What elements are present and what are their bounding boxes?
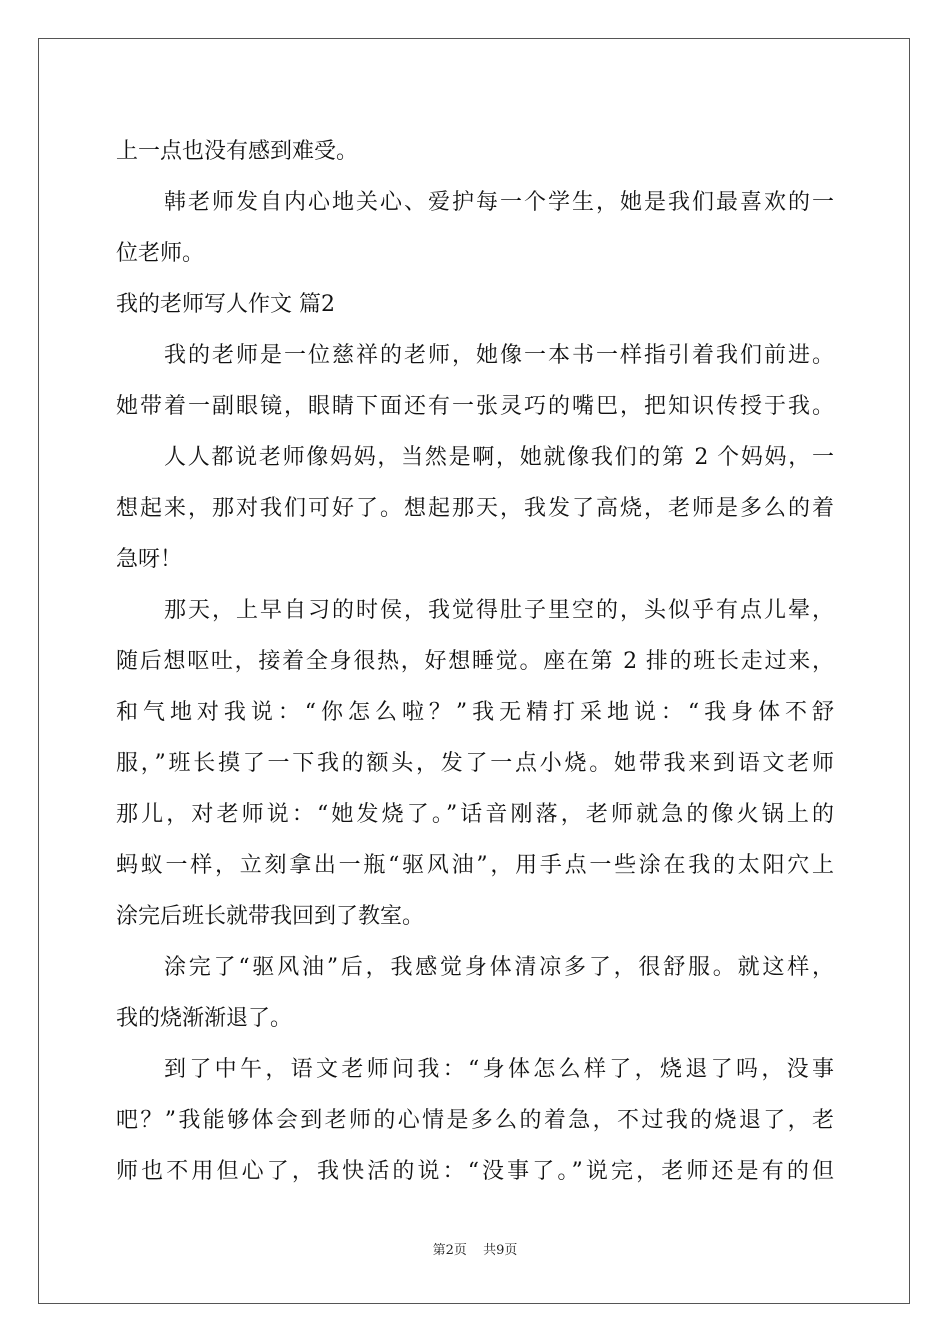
text-line: 随后想呕吐，接着全身很热，好想睡觉。座在第 2 排的班长走过来，: [116, 649, 834, 674]
text-line: 涂完后班长就带我回到了教室。: [116, 904, 425, 929]
page-total: 共9页: [483, 1243, 518, 1258]
text-line: 急呀！: [116, 547, 183, 572]
text-line: 想起来，那对我们可好了。想起那天，我发了高烧，老师是多么的着: [116, 496, 834, 521]
text-line: 吧？”我能够体会到老师的心情是多么的着急，不过我的烧退了，老: [116, 1108, 834, 1133]
text-line: 那儿，对老师说：“她发烧了。”话音刚落，老师就急的像火锅上的: [116, 802, 834, 827]
text-line: 上一点也没有感到难受。: [116, 139, 359, 164]
text-line: 我的烧渐渐退了。: [116, 1006, 293, 1031]
page-number: 第2页: [432, 1243, 467, 1258]
text-line: 位老师。: [116, 241, 205, 266]
text-line: 她带着一副眼镜，眼睛下面还有一张灵巧的嘴巴，把知识传授于我。: [116, 394, 834, 419]
text-line: 蚂蚁一样，立刻拿出一瓶“驱风油”，用手点一些涂在我的太阳穴上: [116, 853, 834, 878]
text-line: 那天，上早自习的时侯，我觉得肚子里空的，头似乎有点儿晕，: [164, 598, 834, 623]
section-heading: 我的老师写人作文 篇2: [116, 292, 335, 317]
page-footer: [0, 1241, 950, 1261]
text-line: 韩老师发自内心地关心、爱护每一个学生，她是我们最喜欢的一: [164, 190, 834, 215]
text-line: 涂完了“驱风油”后，我感觉身体清凉多了，很舒服。就这样，: [164, 955, 834, 980]
text-line: 我的老师是一位慈祥的老师，她像一本书一样指引着我们前进。: [164, 343, 834, 368]
text-line: 服，”班长摸了一下我的额头，发了一点小烧。她带我来到语文老师: [116, 751, 834, 776]
text-line: 和气地对我说：“你怎么啦？”我无精打采地说：“我身体不舒: [116, 700, 834, 725]
article-body: [116, 126, 834, 1197]
text-line: 师也不用但心了，我快活的说：“没事了。”说完，老师还是有的但: [116, 1159, 834, 1184]
text-line: 到了中午，语文老师问我：“身体怎么样了，烧退了吗，没事: [164, 1057, 834, 1082]
text-line: 人人都说老师像妈妈，当然是啊，她就像我们的第 2 个妈妈，一: [164, 445, 834, 470]
